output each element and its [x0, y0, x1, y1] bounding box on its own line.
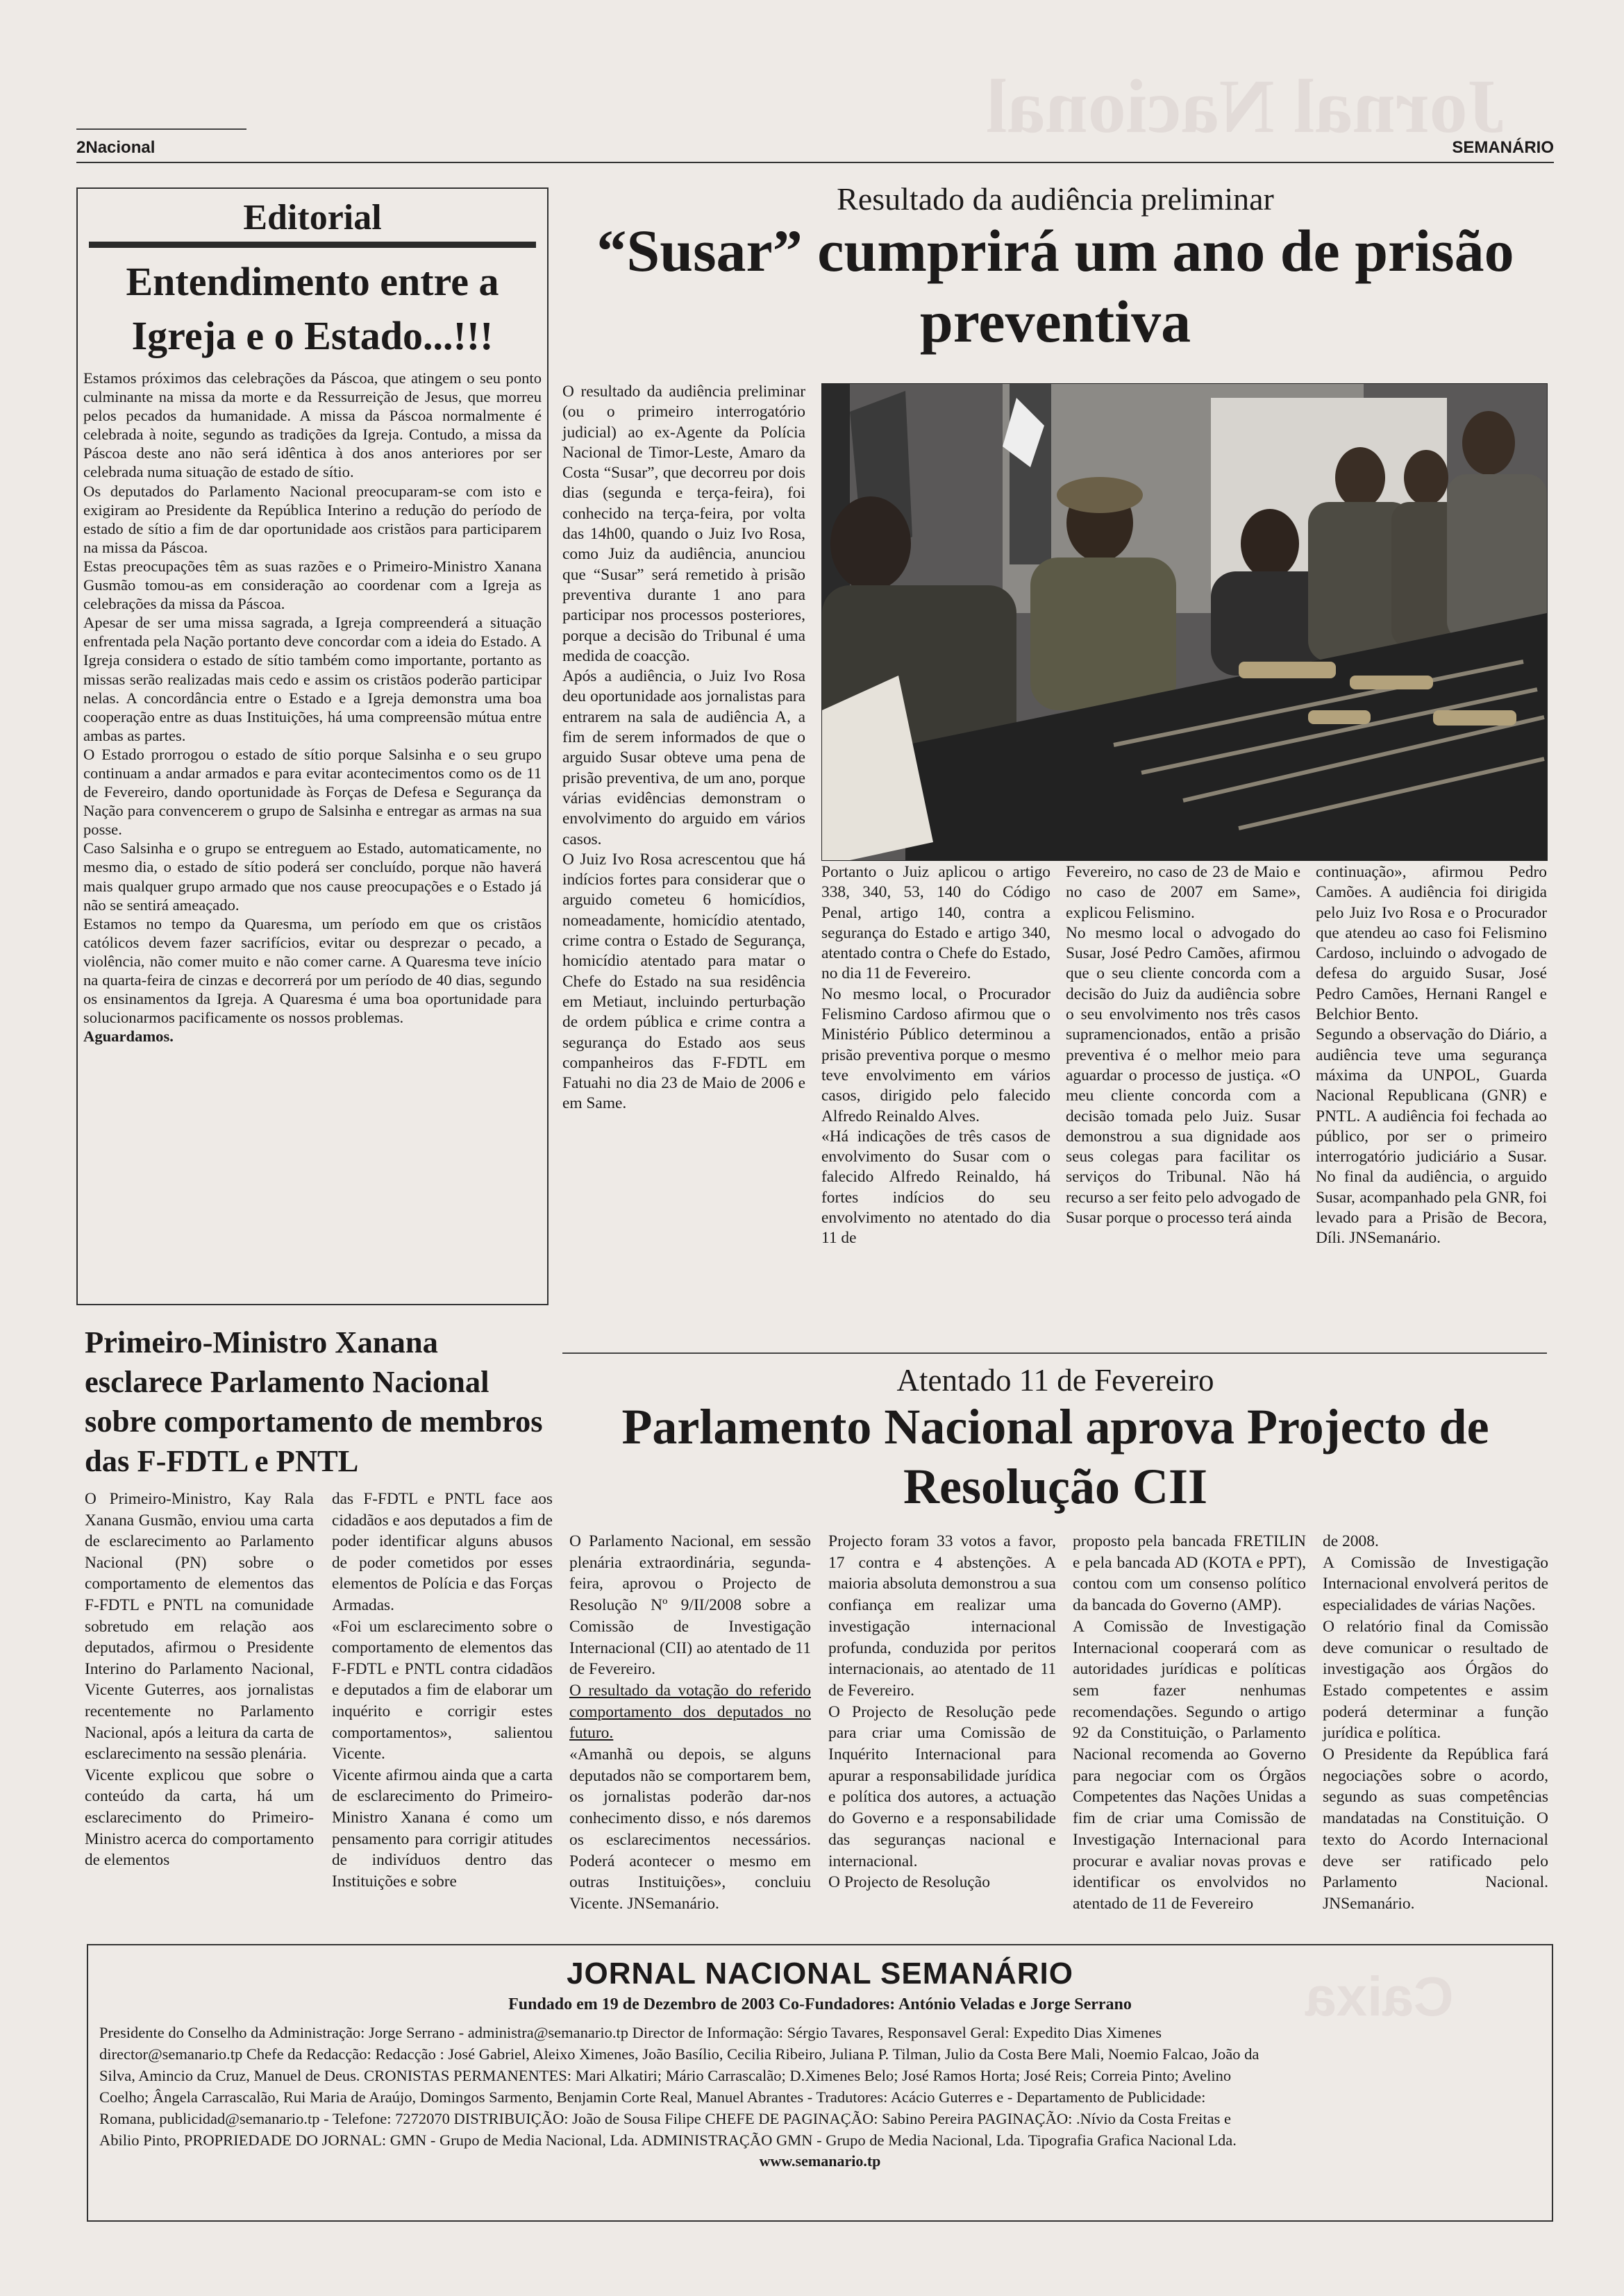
- bleed-through-text-bottom: Caixa: [1305, 1966, 1454, 2027]
- xanana-paragraph: Vicente afirmou ainda que a carta de esclarecimento do Primeiro-Ministro Xanana é como um pensamento para corrigir atitudes de indivíduos dentro das Instituições e sobre: [332, 1766, 553, 1891]
- susar-column-1: [562, 382, 805, 1114]
- editorial-paragraph: Apesar de ser uma missa sagrada, a Igreja compreenderá a situação enfrentada pela Nação portanto deve concordar com a ideia do Estado. A Igreja considera o estado de sítio também como importante, portanto as missas serão realizadas mais cedo e assim os cristãos poderão participar nelas. A concordância entre o Estado e a Igreja demonstra uma boa cooperação entre as duas Instituições, há uma compreensão mútua entre ambas as partes.: [83, 614, 542, 744]
- editorial-label: Editorial: [243, 198, 382, 237]
- editorial-rule: [89, 242, 536, 248]
- xanana-headline: Primeiro-Ministro Xanana esclarece Parlamento Nacional sobre comportamento de membros das F-FDTL e PNTL: [85, 1325, 543, 1478]
- susar-paragraph: O Juiz Ivo Rosa acrescentou que há indícios fortes para considerar que o arguido cometeu 6 homicídios, nomeadamente, homicídio atentado, crime contra o Estado de Segurança, homicídio atentado para matar o Chefe do Estado na sua residência em Metiaut, incluindo perturbação de ordem pública e crime contra a segurança do Estado aos seus companheiros das F-FDTL em Fatuahi no dia 23 de Maio de 2006 e em Same.: [562, 850, 805, 1113]
- parlamento-paragraph: O Projecto de Resolução pede para criar uma Comissão de Inquérito Internacional para apurar a responsabilidade jurídica e política dos autores, a actuação do Governo e a responsabilidade das seguranças nacional e internacional.: [828, 1702, 1056, 1870]
- susar-paragraph: Portanto o Juiz aplicou o artigo 338, 340, 53, 140 do Código Penal, artigo 140, contra a segurança do Estado e artigo 340, atentado contra o Chefe do Estado, no dia 11 de Fevereiro.: [821, 863, 1050, 983]
- parlamento-paragraph: O Presidente da República fará negociações sobre o acordo, segundo as suas competências mandatadas na Constituição. O texto do Acordo Internacional deve ser ratificado pelo Parlamento Nacional. JNSemanário.: [1323, 1745, 1548, 1913]
- masthead-credits: [99, 2022, 1541, 2151]
- editorial-paragraph: Estamos no tempo da Quaresma, um período em que os cristãos católicos devem fazer sacrifícios, evitar ou desprezar o pecado, a violência, não comer muito e não comer carne. A Quaresma teve início na quarta-feira de cinzas e decorrerá por um período de 40 dias, segundo os ensinamentos da Igreja. A Quaresma é uma boa oportunidade para solucionarmos pacificamente os nossos problemas.: [83, 914, 542, 1027]
- susar-paragraph: O resultado da audiência preliminar (ou o primeiro interrogatório judicial) ao ex-Agente da Polícia Nacional de Timor-Leste, Amaro da Costa “Susar”, que decorreu por dois dias (segunda e terça-feira), foi conhecido na terça-feira, por volta das 14h00, quando o Juiz Ivo Rosa, como Juiz da audiência, anunciou que “Susar” será remetido à prisão preventiva durante 1 ano para participar nos processos posteriores, porque a decisão do Tribunal é uma medida de coacção.: [562, 383, 805, 665]
- xanana-column-2: [332, 1489, 553, 1892]
- parlamento-paragraph: «Amanhã ou depois, se alguns deputados não se comportarem bem, os jornalistas poderão dar-nos conhecimento disso, e nós daremos os esclarecimentos necessários. Poderá acontecer o mesmo em outras Instituições», concluiu Vicente. JNSemanário.: [569, 1745, 811, 1913]
- susar-paragraph: Após a audiência, o Juiz Ivo Rosa deu oportunidade aos jornalistas para entrarem na sala de audiência A, a fim de serem informados de que o arguido Susar obteve uma pena de prisão preventiva, de um ano, porque várias evidências demonstram o envolvimento do arguido em vários casos.: [562, 667, 805, 848]
- susar-paragraph: No mesmo local, o Procurador Felismino Cardoso afirmou que o Ministério Público determinou a prisão preventiva porque o mesmo teve envolvimento em vários casos, dirigido pelo falecido Alfredo Reinaldo Alves.: [821, 984, 1050, 1125]
- masthead-credit-line: director@semanario.tp Chefe da Redacção: Redacção : José Gabriel, Aleixo Ximenes, João Basílio, Cecilia Ribeiro, Juliana P. Tilman, Julio da Costa Bere Mali, Noemio Falcao, João da: [99, 2045, 1259, 2063]
- parlamento-column-3: [1073, 1531, 1306, 1915]
- header-rule: [76, 162, 1554, 163]
- parlamento-paragraph: A Comissão de Investigação Internacional envolverá peritos de especialidades de várias Nações.: [1323, 1553, 1548, 1615]
- header-rule-top: [76, 128, 246, 130]
- editorial-title: Entendimento entre a Igreja e o Estado...!!!: [126, 259, 499, 358]
- susar-paragraph: Fevereiro, no caso de 23 de Maio e no caso de 2007 em Same», explicou Felismino.: [1066, 863, 1300, 922]
- parlamento-paragraph: proposto pela bancada FRETILIN e pela bancada AD (KOTA e PPT), contou com um consenso político da bancada do Governo (AMP).: [1073, 1532, 1306, 1615]
- masthead-founded: Fundado em 19 de Dezembro de 2003 Co-Fundadores: António Veladas e Jorge Serrano: [508, 1995, 1132, 2013]
- bleed-through-text: Jornal Nacional: [986, 64, 1506, 149]
- xanana-paragraph: «Foi um esclarecimento sobre o comportamento de elementos das F-FDTL e PNTL contra cidadãos e deputados a fim de elaborar um inquérito e corrigir estes comportamentos», salientou Vicente.: [332, 1617, 553, 1763]
- xanana-paragraph: O Primeiro-Ministro, Kay Rala Xanana Gusmão, enviou uma carta de esclarecimento ao Parlamento Nacional (PN) sobre o comportamento de elementos das F-FDTL e PNTL na comunidade sobretudo em relação aos deputados, afirmou o Presidente Interino do Parlamento Nacional, Vicente Guterres, aos jornalistas recentemente no Parlamento Nacional, após a leitura da carta de esclarecimento na sessão plenária.: [85, 1490, 314, 1763]
- masthead-credit-line: Romana, publicidad@semanario.tp - Telefone: 7272070 DISTRIBUIÇÃO: João de Sousa Filipe CHEFE DE PAGINAÇÃO: Sabino Pereira PAGINAÇÃO: .Nívio da Costa Freitas e: [99, 2110, 1232, 2127]
- masthead-credit-line: Coelho; Ângela Carrascalão, Rui Maria de Araújo, Domingos Sarmento, Benjamin Corte Real, Manuel Abrantes - Tradutores: Acácio Guterres e - Departamento de Publicidade:: [99, 2088, 1206, 2106]
- susar-kicker: Resultado da audiência preliminar: [837, 181, 1274, 217]
- editorial-signoff: Aguardamos.: [83, 1028, 174, 1046]
- paper-name: SEMANÁRIO: [1452, 138, 1554, 157]
- parlamento-paragraph: O Projecto de Resolução: [828, 1873, 990, 1892]
- editorial-paragraph: Estas preocupações têm as suas razões e o Primeiro-Ministro Xanana Gusmão tomou-as em consideração ao coordenar com a Igreja as celebrações da missa da Páscoa.: [83, 557, 542, 613]
- section-name: Nacional: [85, 138, 156, 157]
- page-number-section: [76, 138, 155, 158]
- parlamento-column-1: [569, 1531, 811, 1915]
- parlamento-kicker: Atentado 11 de Fevereiro: [896, 1363, 1214, 1398]
- masthead-credit-line: Presidente do Conselho da Administração: Jorge Serrano - administra@semanario.tp Director de Informação: Sérgio Tavares, Responsavel Geral: Expedito Dias Ximenes: [99, 2024, 1162, 2041]
- editorial-paragraph: O Estado prorrogou o estado de sítio porque Salsinha e o seu grupo continuam a andar armados e para evitar acontecimentos como os de 11 de Fevereiro, dando oportunidade às Forças de Defesa e Segurança da Nação para convencerem o grupo de Salsinha e entregar as armas na sua posse.: [83, 745, 542, 839]
- masthead-credit-line: Abilio Pinto, PROPRIEDADE DO JORNAL: GMN - Grupo de Media Nacional, Lda. ADMINISTRAÇÃO GMN - Grupo de Media Nacional, Lda. Tipografia Grafica Nacional Lda.: [99, 2131, 1237, 2149]
- editorial-paragraph: Caso Salsinha e o grupo se entreguem ao Estado, automaticamente, no mesmo dia, o estado de sítio poderá ser concluído, porque não haverá mais qualquer grupo armado que nos cause preocupações e o Estado já não se sentirá ameaçado.: [83, 839, 542, 914]
- masthead-box: [87, 1944, 1553, 2222]
- xanana-paragraph: Vicente explicou que sobre o conteúdo da carta, há um esclarecimento do Primeiro-Ministro acerca do comportamento de elementos: [85, 1766, 314, 1870]
- susar-column-2: [821, 862, 1050, 1249]
- parlamento-paragraph: O relatório final da Comissão deve comunicar o resultado de investigação aos Órgãos do Estado competentes e assim poderá determinar a função jurídica e política.: [1323, 1617, 1548, 1743]
- section-divider: [562, 1352, 1547, 1354]
- susar-paragraph: «Há indicações de três casos de envolvimento do Susar com o falecido Alfredo Reinaldo, há fortes indícios do seu envolvimento no atentado do dia 11 de: [821, 1127, 1050, 1248]
- parlamento-paragraph: O resultado da votação do referido comportamento dos deputados no futuro.: [569, 1681, 811, 1743]
- masthead-title: JORNAL NACIONAL SEMANÁRIO: [567, 1956, 1073, 1991]
- masthead-credit-line: Silva, Amincio da Cruz, Manuel de Deus. CRONISTAS PERMANENTES: Mari Alkatiri; Mário Carrascalão; D.Ximenes Belo; José Ramos Horta; José Reis; Correia Pinto; Avelino: [99, 2067, 1232, 2084]
- parlamento-paragraph: A Comissão de Investigação Internacional cooperará com as autoridades jurídicas e políticas sem fazer nenhumas recomendações. Segundo o artigo 92 da Constituição, o Parlamento Nacional recomenda ao Governo para negociar com os Órgãos Competentes das Nações Unidas a fim de criar uma Comissão de Investigação Internacional para procurar e avaliar novas provas e identificar os envolvidos no atentado de 11 de Fevereiro: [1073, 1617, 1306, 1913]
- editorial-paragraph: Os deputados do Parlamento Nacional preocuparam-se com isto e exigiram ao Presidente da República Interino a redução do período de estado de sítio a fim de dar oportunidade aos cristãos para participarem na missa da Páscoa.: [83, 482, 542, 556]
- xanana-paragraph: das F-FDTL e PNTL face aos cidadãos e aos deputados a fim de poder identificar alguns abusos de poder cometidos por esses elementos de Polícia e das Forças Armadas.: [332, 1490, 553, 1614]
- susar-column-3: [1066, 862, 1300, 1228]
- parlamento-paragraph: O Parlamento Nacional, em sessão plenária extraordinária, segunda-feira, aprovou o Projecto de Resolução Nº 9/II/2008 sobre a Comissão de Investigação Internacional (CII) ao atentado de 11 de Fevereiro.: [569, 1532, 811, 1679]
- parlamento-column-4: [1323, 1531, 1548, 1915]
- susar-headline: “Susar” cumprirá um ano de prisão preventiva: [596, 217, 1514, 355]
- xanana-column-1: [85, 1489, 314, 1871]
- editorial-paragraph: Estamos próximos das celebrações da Páscoa, que atingem o seu ponto culminante na missa da morte e da Ressurreição de Jesus, que morreu pelos pecados da humanidade. A missa da Páscoa normalmente é celebrada à noite, segundo as tradições da Igreja. Contudo, a missa da Páscoa deste ano não será idêntica à dos anos anteriores por ser celebrada numa situação de estado de sítio.: [83, 369, 542, 481]
- susar-paragraph: Segundo a observação do Diário, a audiência teve uma segurança máxima da UNPOL, Guarda Nacional Republicana (GNR) e PNTL. A audiência foi fechada ao público, por ser o primeiro interrogatório judiciário a Susar. No final da audiência, o arguido Susar, acompanhado pela GNR, foi levado para a Prisão de Becora, Díli. JNSemanário.: [1316, 1025, 1547, 1248]
- parlamento-paragraph: de 2008.: [1323, 1532, 1379, 1550]
- editorial-body: [83, 369, 542, 1046]
- susar-column-4: [1316, 862, 1547, 1249]
- parlamento-column-2: [828, 1531, 1056, 1893]
- court-photo-image: [822, 384, 1547, 860]
- susar-paragraph: continuação», afirmou Pedro Camões. A audiência foi dirigida pelo Juiz Ivo Rosa e o Procurador que atendeu ao caso foi Felismino Cardoso, incluindo o advogado de defesa do arguido Susar, José Pedro Camões, Hernani Rangel e Belchior Bento.: [1316, 863, 1547, 1024]
- masthead-website[interactable]: www.semanario.tp: [759, 2152, 881, 2170]
- editorial-box: [76, 187, 549, 1305]
- parlamento-headline: Parlamento Nacional aprova Projecto de Resolução CII: [621, 1399, 1489, 1514]
- page-header: [76, 128, 1554, 165]
- susar-paragraph: No mesmo local o advogado do Susar, José Pedro Camões, afirmou que o seu cliente concorda com a decisão do Juiz da audiência sobre o seu envolvimento nos três casos supramencionados, então a prisão preventiva é o melhor meio para aguardar o processo de justiça. «O meu cliente concorda com a decisão tomada pelo Juiz. Susar demonstrou a sua dignidade aos seus colegas para facilitar os serviços do Tribunal. Não há recurso a ser feito pelo advogado de Susar porque o processo terá ainda: [1066, 923, 1300, 1227]
- parlamento-paragraph: Projecto foram 33 votos a favor, 17 contra e 4 abstenções. A maioria absoluta demonstrou a sua confiança em realizar uma investigação internacional profunda, conduzida por peritos internacionais, ao atentado de 11 de Fevereiro.: [828, 1532, 1056, 1700]
- court-photo: [821, 383, 1548, 861]
- page-number: 2: [76, 138, 86, 157]
